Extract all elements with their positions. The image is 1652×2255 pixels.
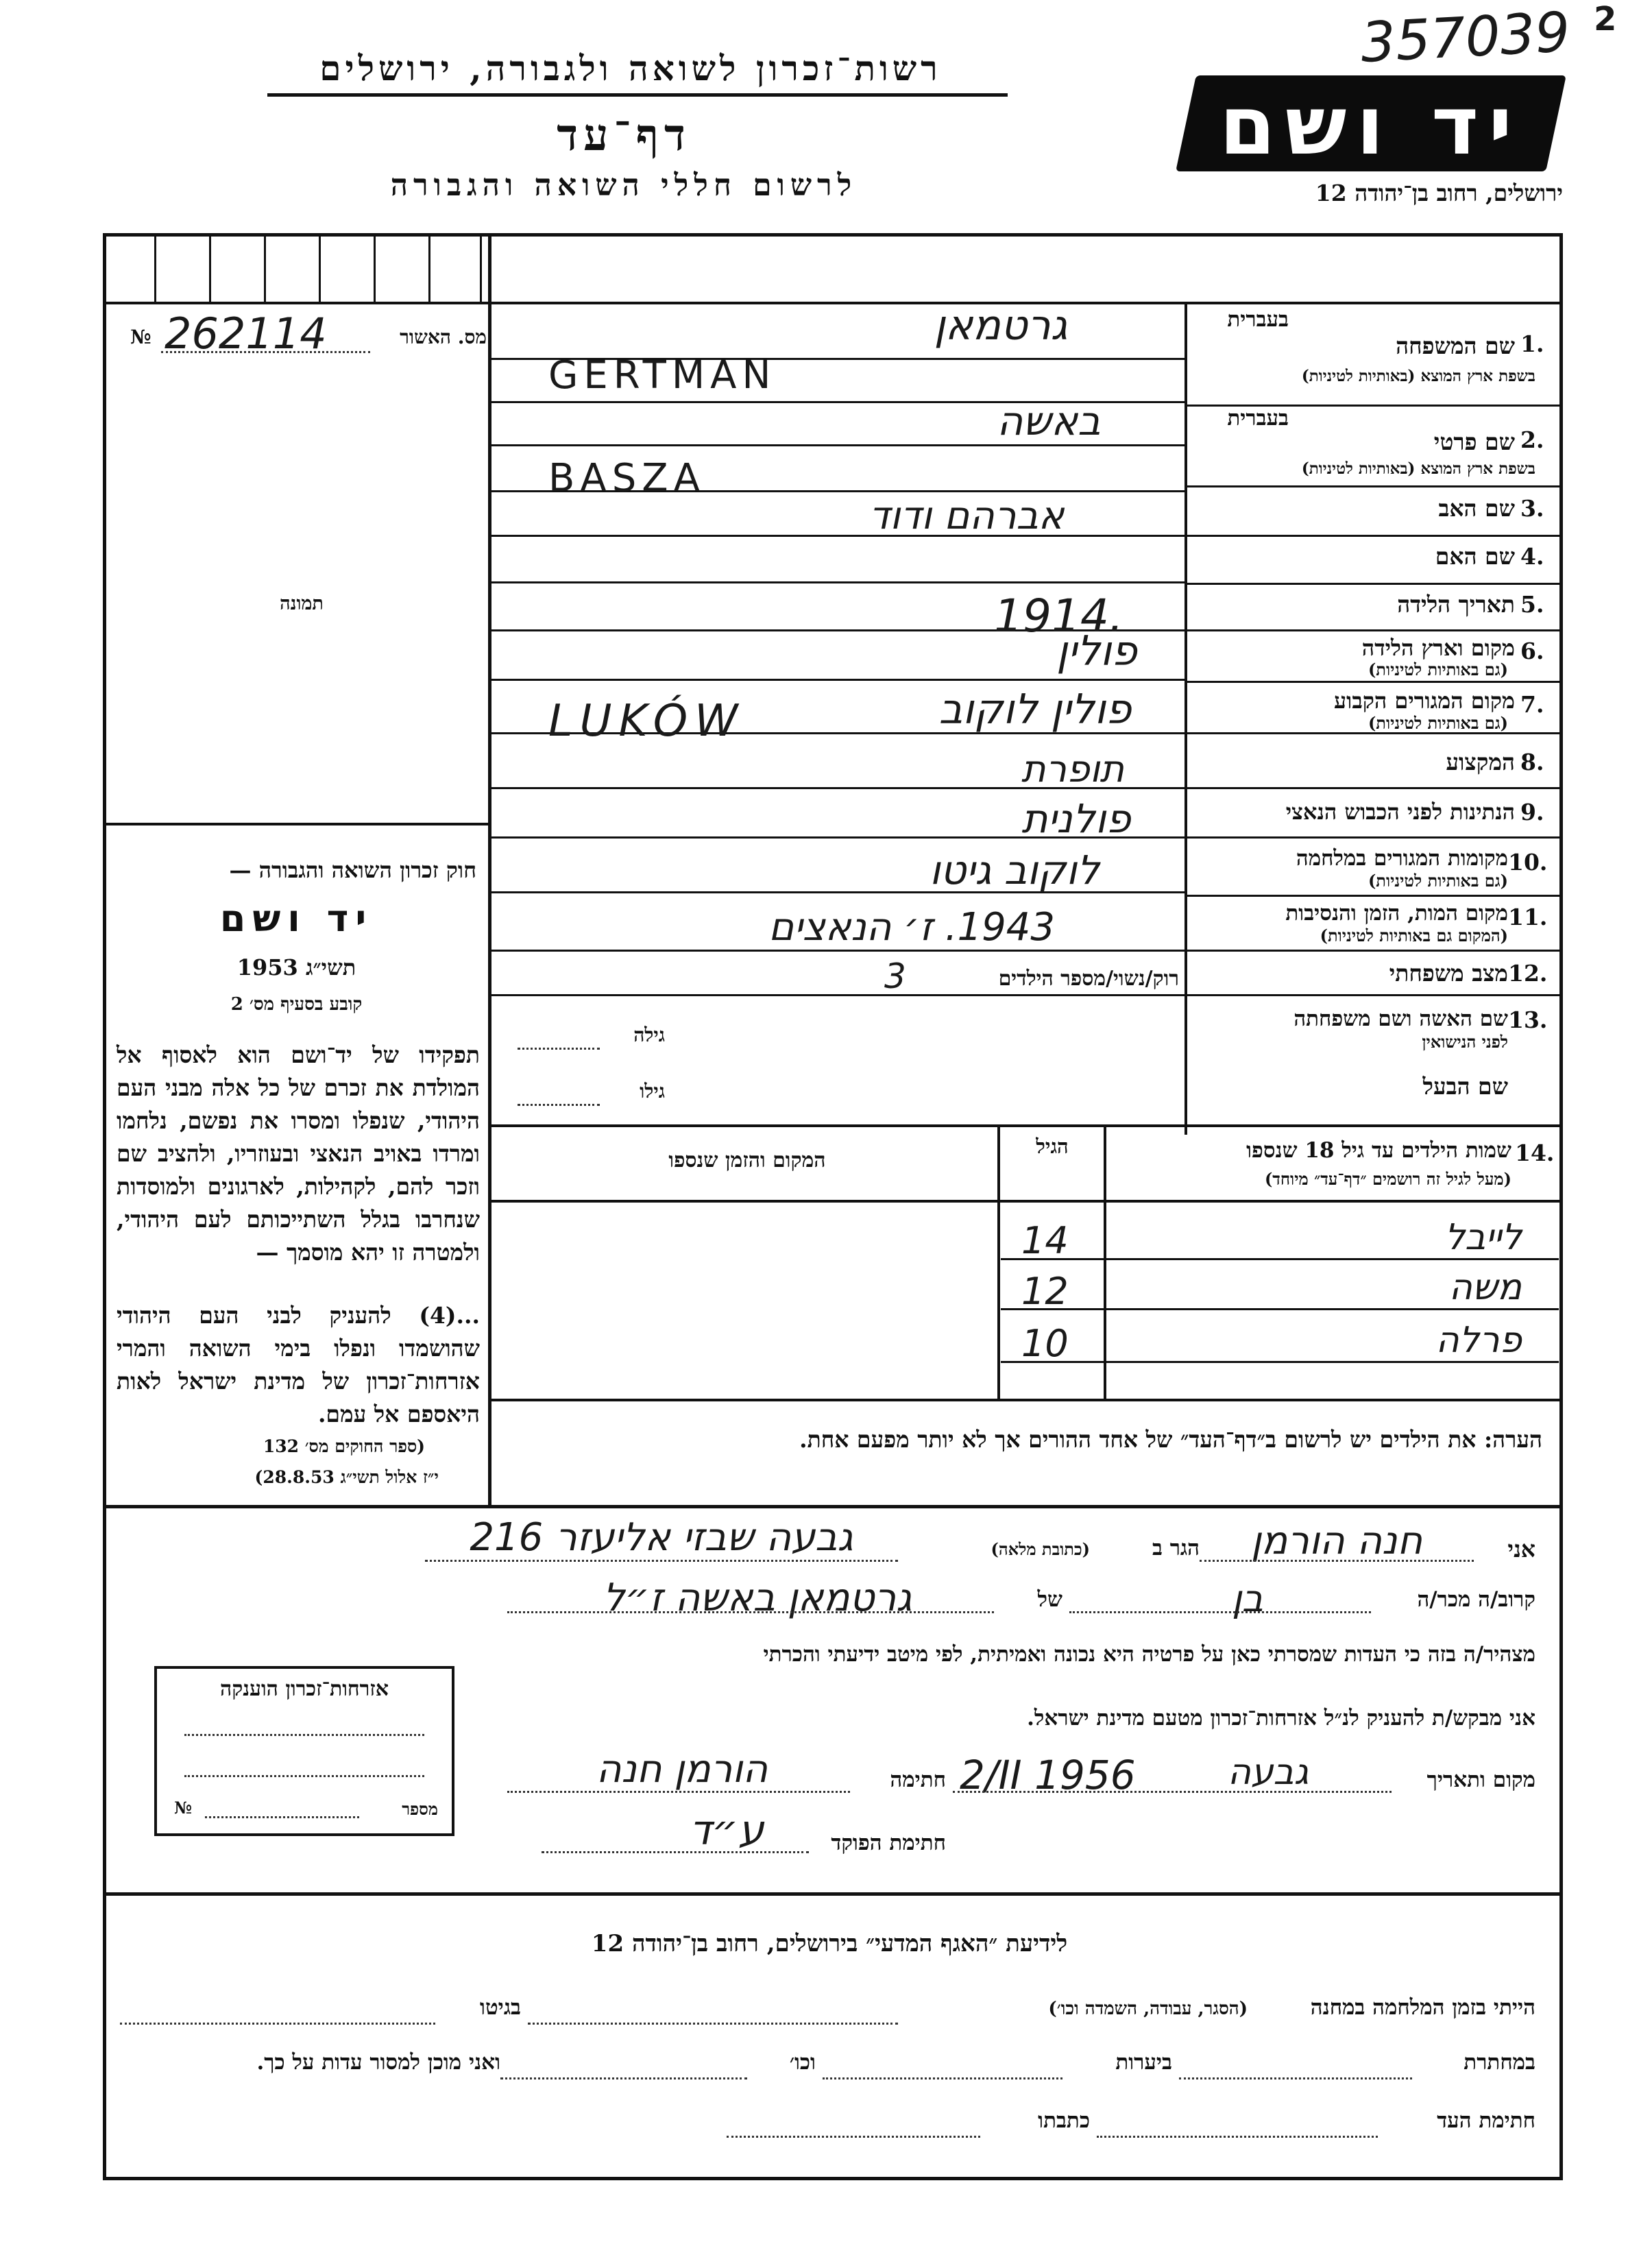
footer-top-rule — [103, 1892, 1559, 1896]
children-table-top-rule — [490, 1124, 1559, 1127]
field-8-label: המקצוע — [1446, 749, 1515, 775]
decl-date-value[interactable]: 2/II 1956 — [960, 1752, 1136, 1798]
approval-number[interactable]: 262114 — [165, 309, 327, 359]
decl-signature-label: חתימה — [890, 1768, 946, 1792]
field-13-sub: לפני הנישואין — [1422, 1032, 1508, 1052]
citizenship-number-label: מספר — [402, 1799, 438, 1819]
label-column-divider — [1185, 302, 1187, 1135]
law-paragraph-2: ...(4) להעניק לבני העם היהודי שהושמדו ונפלו בימי השואה והמרי אזרחות־זכרון של מדינת ישראל לאות היאספם אל עמם. — [117, 1302, 480, 1427]
law-box-top-rule — [103, 823, 490, 825]
footer-line1-dots-b — [120, 2023, 435, 2025]
field-5-label: תאריך הלידה — [1397, 591, 1515, 618]
yad-vashem-logo — [1176, 75, 1566, 171]
children-number: 14. — [1515, 1139, 1555, 1166]
field-1-label: שם המשפחה — [1396, 333, 1515, 359]
field-9-label: הנתינות לפני הכבוש הנאצי — [1285, 799, 1515, 825]
field-4-number: 4. — [1520, 543, 1544, 570]
decl-address-dots — [425, 1560, 898, 1562]
decl-signature-dots — [507, 1791, 850, 1793]
field-12-children-count[interactable]: 3 — [884, 956, 906, 996]
field-4-label: שם האם — [1435, 543, 1515, 570]
wife-age-dots — [518, 1048, 600, 1050]
field-10-number: 10. — [1508, 849, 1548, 876]
footer-line2-d: ואני מוכן למסור עדות על כך. — [256, 2050, 500, 2075]
field-3-value[interactable]: אברהם ודוד — [868, 494, 1065, 538]
field-13-husband-age-label: גילו — [640, 1080, 665, 1102]
decl-i-value[interactable]: חנה הורמן — [1250, 1519, 1423, 1563]
decl-of-label: של — [1037, 1587, 1062, 1612]
footer-title: לידיעת ״האגף המדעי״ בירושלים, רחוב בן־יהודה 12 — [591, 1930, 1068, 1957]
field-6-label: מקום וארץ הלידה — [1361, 635, 1515, 661]
law-section: קובע בסעיף מס׳ 2 — [230, 994, 363, 1015]
field-rule — [1186, 485, 1559, 487]
remark-top-rule — [490, 1399, 1559, 1401]
field-13-age-label: גילה — [633, 1024, 665, 1046]
footer-line3-dots-a — [1097, 2136, 1378, 2138]
decl-of-value[interactable]: גרטמאן באשה ז״ל — [603, 1576, 912, 1620]
field-7-value[interactable]: פולין לוקוב — [938, 686, 1132, 734]
children-age-header: הגיל — [1036, 1135, 1069, 1158]
field-2-value-hebrew[interactable]: באשה — [997, 398, 1101, 444]
citizenship-dots-1 — [184, 1734, 424, 1736]
decl-place-dots — [953, 1791, 1392, 1793]
decl-address-value[interactable]: גבעה שבזי אליעזר 216 — [470, 1515, 853, 1560]
field-rule — [1186, 994, 1559, 996]
column-divider — [488, 233, 491, 1508]
strip-col — [374, 234, 376, 303]
law-date: י״ז אלול תשי״ג 28.8.53) — [254, 1467, 439, 1487]
field-6-sub: (גם באותיות לטיניות) — [1368, 660, 1508, 679]
entry-line — [490, 950, 1186, 952]
decl-place-value[interactable]: גבעה — [1227, 1752, 1309, 1793]
authority-underline — [267, 93, 1008, 97]
law-paragraph-1: תפקידו של יד־ושם הוא לאסוף אל המולדת את זכרם של כל אלה מבני העם היהודי, שנפלו ומסרו את נפשם, נלחמו ומרדו באויב הנאצי ובעוזריו, ולהציב שם וזכר להם, לקהילות, לארגונים ולמוסדות שנחרבו בגלל השתייכותם לעם היהודי, ולמטרה זו יהא מוסמך — — [117, 1041, 480, 1266]
approval-label: מס. האשור — [400, 326, 487, 348]
field-11-sub: (המקום גם באותיות לטיניות) — [1320, 926, 1508, 945]
field-3-number: 3. — [1520, 495, 1544, 522]
field-rule — [1186, 895, 1559, 897]
citizenship-number-dots — [205, 1816, 359, 1818]
strip-col — [319, 234, 321, 303]
child-3-age[interactable]: 10 — [1021, 1322, 1069, 1365]
child-row-line — [1106, 1361, 1559, 1363]
photo-label: תמונה — [280, 593, 324, 614]
field-6-value[interactable]: פולין — [1056, 627, 1137, 675]
field-11-number: 11. — [1508, 904, 1548, 930]
decl-relation-label: קרוב/ה מכר/ה — [1417, 1587, 1535, 1612]
decl-request-text: אני מבקש/ת להעניק לנ״ל אזרחות־זכרון מטעם מדינת ישראל. — [1027, 1706, 1535, 1731]
field-5-value[interactable]: 1914. — [994, 590, 1123, 642]
field-1-lang-hebrew: בעברית — [1227, 307, 1289, 332]
child-2-name[interactable]: משה — [1448, 1267, 1522, 1308]
footer-line2-dots-c — [500, 2077, 747, 2079]
footer-line1-a: הייתי בזמן המלחמה במחנה — [1310, 1995, 1535, 2020]
footer-line2-dots-b — [823, 2077, 1062, 2079]
archive-number: 357039 — [1359, 0, 1572, 75]
law-year: תשי״ג 1953 — [236, 954, 356, 980]
footer-line2-dots-a — [1179, 2077, 1412, 2079]
field-10-value[interactable]: לוקוב גיטו — [930, 847, 1100, 893]
strip-col — [480, 234, 482, 303]
children-note: (מעל לגיל זה רושמים ״דף־עד״ מיוחד) — [1264, 1169, 1511, 1189]
authority-line: רשות־זכרון לשואה ולגבורה, ירושלים — [319, 48, 942, 88]
citizenship-dots-2 — [184, 1775, 424, 1777]
field-9-number: 9. — [1520, 799, 1544, 825]
field-rule — [1186, 787, 1559, 789]
decl-i-dots — [1200, 1560, 1474, 1562]
strip-col — [264, 234, 266, 303]
field-7-label: מקום המגורים הקבוע — [1334, 688, 1515, 714]
footer-line3-a: חתימת העד — [1437, 2108, 1535, 2133]
citizenship-box — [154, 1666, 454, 1836]
footer-line3-dots-b — [727, 2136, 980, 2138]
field-1-number: 1. — [1520, 330, 1544, 357]
citizenship-title: אזרחות־זכרון הוענקה — [219, 1677, 389, 1701]
field-12-status-options: רוק/נשוי/מספר הילדים — [998, 967, 1179, 991]
child-row-line — [1106, 1258, 1559, 1260]
footer-line1-c: בגיטו — [480, 1995, 521, 2020]
field-13-husband-label: שם הבעל — [1422, 1073, 1508, 1100]
field-7-number: 7. — [1520, 691, 1544, 718]
entry-line — [490, 581, 1186, 583]
decl-of-dots — [507, 1611, 994, 1613]
children-title: שמות הילדים עד גיל 18 שנספו — [1246, 1138, 1511, 1163]
footer-line1-dots-a — [528, 2023, 898, 2025]
decl-relation-value[interactable]: בן — [1232, 1577, 1263, 1620]
law-source: (ספר החוקים מס׳ 132 — [263, 1436, 425, 1456]
field-1-value-latin[interactable]: GERTMAN — [548, 353, 777, 398]
decl-declare-text: מצהיר/ה בזה כי העדות שמסרתי כאן על פרטיה היא נכונה ואמיתית, לפי מיטב ידיעתי והכרתי — [763, 1642, 1535, 1667]
child-3-name[interactable]: פרלה — [1435, 1320, 1522, 1361]
field-1-lang-origin: בשפת ארץ המוצא (באותיות לטיניות) — [1301, 367, 1535, 385]
field-rule — [1186, 629, 1559, 631]
field-2-lang-origin: בשפת ארץ המוצא (באותיות לטיניות) — [1301, 459, 1535, 478]
form-subtitle: לרשום חללי השואה והגבורה — [390, 168, 858, 203]
field-11-label: מקום המות, הזמן והנסיבות — [1285, 901, 1508, 926]
children-place-header: המקום והזמן שנספו — [668, 1148, 826, 1172]
decl-clerk-label: חתימת הפוקד — [831, 1831, 946, 1855]
field-13-label: שם האשה ושם משפחתה — [1293, 1006, 1508, 1031]
field-2-label: שם פרטי — [1433, 429, 1515, 455]
children-col-age-left — [997, 1124, 1000, 1399]
decl-clerk-dots — [542, 1851, 809, 1853]
decl-i-label: אני — [1507, 1536, 1535, 1563]
field-6-number: 6. — [1520, 638, 1544, 664]
remark: הערה: את הילדים יש לרשום ב״דף־העד״ של אחד ההורים אך לא יותר מפעם אחת. — [799, 1426, 1542, 1453]
footer-line1-b: (הסגר, עבודה, השמדה וכו׳) — [1048, 1999, 1248, 2019]
footer-line2-a: במחתרת — [1463, 2050, 1535, 2075]
entry-line — [490, 679, 1186, 681]
field-7-sub: (גם באותיות לטיניות) — [1368, 713, 1508, 733]
field-13-number: 13. — [1508, 1006, 1548, 1033]
children-col-age-right — [1104, 1124, 1106, 1399]
field-12-number: 12. — [1508, 960, 1548, 987]
field-8-number: 8. — [1520, 749, 1544, 775]
field-5-number: 5. — [1520, 591, 1544, 618]
top-strip-rule — [103, 302, 1559, 304]
entry-line — [490, 994, 1186, 996]
citizenship-no-mark: № — [174, 1798, 193, 1818]
form-title: דף־עד — [557, 110, 691, 161]
field-rule — [1186, 535, 1559, 537]
footer-line2-c: וכו׳ — [789, 2050, 816, 2075]
field-12-label: מצב משפחתי — [1389, 960, 1508, 987]
field-11-value[interactable]: 1943. ז׳ הנאצים — [768, 905, 1055, 950]
decl-resides-label: הגר ב — [1152, 1536, 1200, 1560]
field-10-sub: (גם באותיות לטיניות) — [1368, 871, 1508, 891]
child-row-line — [1106, 1308, 1559, 1310]
decl-relation-dots — [1069, 1611, 1371, 1613]
law-title: חוק זכרון השואה והגבורה — — [229, 857, 476, 883]
entry-line — [490, 444, 1186, 446]
field-9-value[interactable]: פולנית — [1021, 795, 1131, 842]
approval-dots — [161, 351, 370, 353]
strip-col — [154, 234, 156, 303]
field-rule — [1186, 836, 1559, 839]
strip-col — [209, 234, 211, 303]
field-rule — [1186, 950, 1559, 952]
child-2-age[interactable]: 12 — [1021, 1270, 1069, 1313]
child-1-name[interactable]: לייבל — [1444, 1217, 1522, 1258]
field-rule — [1186, 583, 1559, 585]
logo-text: יד ושם — [1219, 78, 1522, 173]
field-3-label: שם האב — [1438, 495, 1515, 522]
page-number: 2 — [1594, 0, 1617, 38]
child-1-age[interactable]: 14 — [1021, 1219, 1069, 1262]
children-header-rule — [490, 1200, 1559, 1203]
decl-clerk-value[interactable]: ע״ד — [689, 1807, 764, 1855]
field-2-lang-hebrew: בעברית — [1227, 406, 1289, 431]
field-8-value[interactable]: תופרת — [1021, 747, 1124, 791]
remark-bottom-rule — [103, 1505, 1559, 1508]
field-1-value-hebrew[interactable]: גרטמאן — [934, 302, 1068, 350]
field-10-label: מקומות המגורים במלחמה — [1296, 846, 1508, 871]
field-2-value-latin[interactable]: BASZA — [548, 456, 705, 501]
footer-line2-b: ביערות — [1115, 2050, 1172, 2075]
husband-age-dots — [518, 1104, 600, 1106]
decl-place-date-label: מקום ותאריך — [1426, 1768, 1535, 1792]
address: ירושלים, רחוב בן־יהודה 12 — [1315, 180, 1563, 206]
field-rule — [1186, 681, 1559, 683]
strip-col — [428, 234, 430, 303]
footer-line3-b: כתבתו — [1038, 2108, 1090, 2133]
field-7-value-latin[interactable]: LUKÓW — [548, 696, 745, 747]
field-2-number: 2. — [1520, 426, 1544, 453]
approval-no-mark: № — [130, 326, 151, 348]
law-logo: יד ושם — [219, 897, 374, 940]
decl-signature-value[interactable]: הורמן חנה — [596, 1747, 768, 1792]
decl-address-hint: (כתובת מלאה) — [991, 1539, 1090, 1559]
